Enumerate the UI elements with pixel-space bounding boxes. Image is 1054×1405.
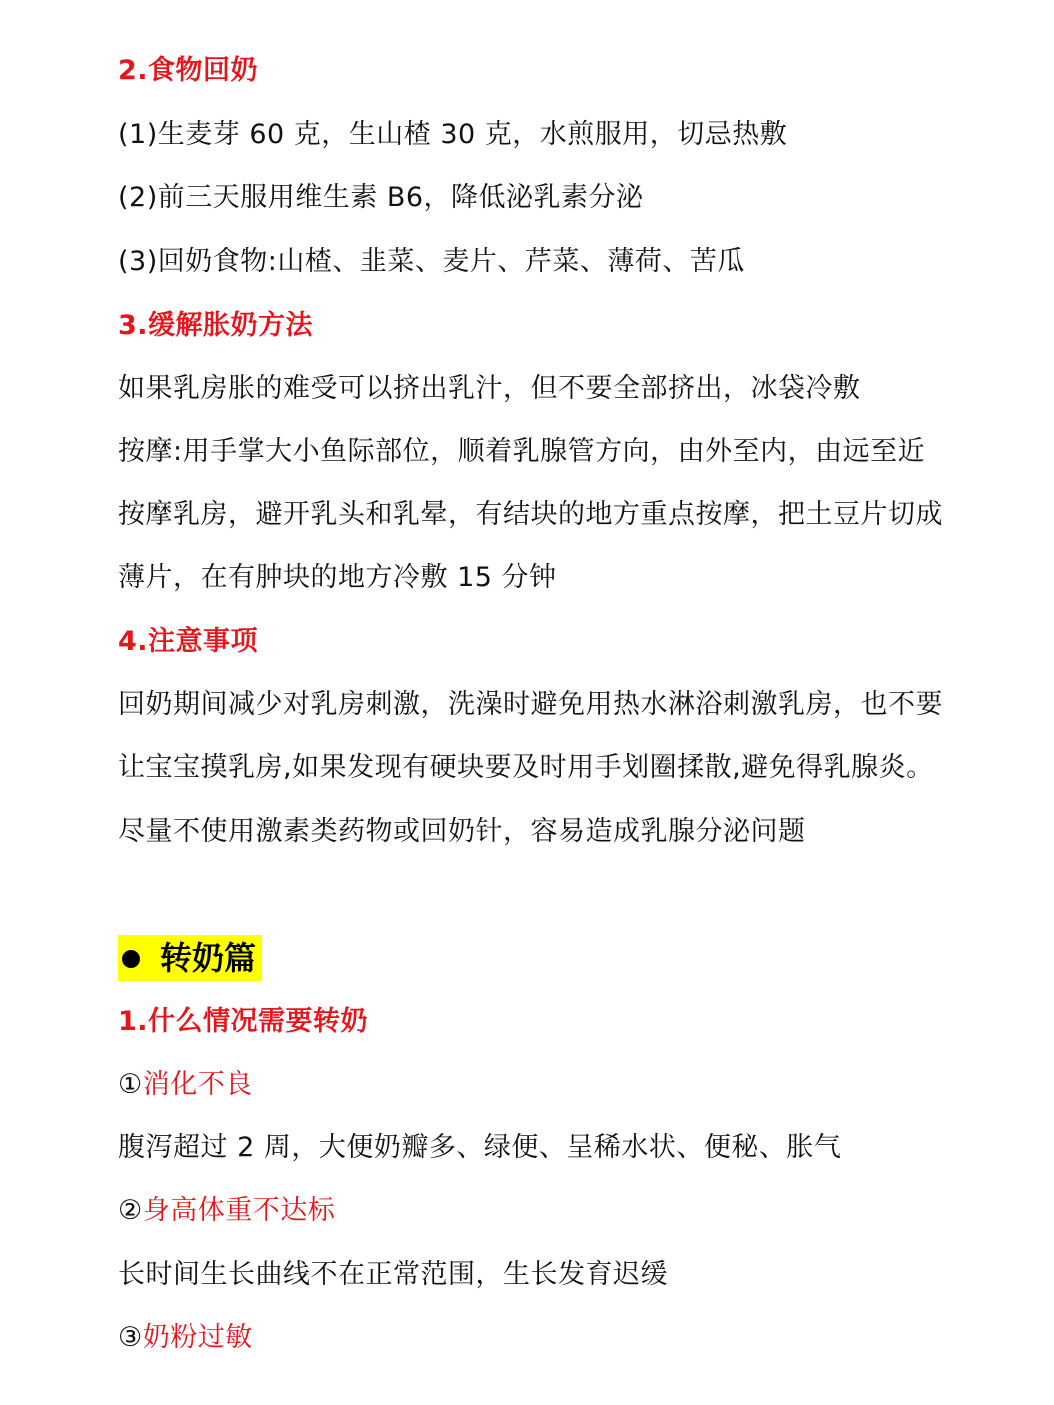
case-1-marker: ① xyxy=(118,1069,143,1100)
case-2-marker: ② xyxy=(118,1195,143,1226)
relief-line-2: 按摩:用手掌大小鱼际部位，顺着乳腺管方向，由外至内，由远至近 xyxy=(118,436,926,467)
relief-line-4: 薄片，在有肿块的地方冷敷 15 分钟 xyxy=(118,562,557,593)
section-food-heading: 2.食物回奶 xyxy=(118,55,259,86)
case-1-title xyxy=(118,1065,253,1105)
food-item-3: (3)回奶食物:山楂、韭菜、麦片、芹菜、薄荷、苦瓜 xyxy=(118,246,745,277)
case-2-title xyxy=(118,1191,335,1231)
case-1-desc: 腹泻超过 2 周，大便奶瓣多、绿便、呈稀水状、便秘、胀气 xyxy=(118,1132,842,1163)
switch-section-title xyxy=(118,935,262,981)
case-3-title xyxy=(118,1318,253,1358)
notes-line-2: 让宝宝摸乳房,如果发现有硬块要及时用手划圈揉散,避免得乳腺炎。 xyxy=(118,752,934,783)
bullet-dot-icon xyxy=(122,950,140,968)
switch-section-title-text: 转奶篇 xyxy=(160,939,257,977)
case-2-title-text: 身高体重不达标 xyxy=(142,1195,336,1226)
case-1-title-text: 消化不良 xyxy=(142,1069,253,1100)
case-3-title-text: 奶粉过敏 xyxy=(142,1322,253,1353)
notes-line-1: 回奶期间减少对乳房刺激，洗澡时避免用热水淋浴刺激乳房，也不要 xyxy=(118,689,943,720)
relief-line-3: 按摩乳房，避开乳头和乳晕，有结块的地方重点按摩，把土豆片切成 xyxy=(118,499,943,530)
food-item-1: (1)生麦芽 60 克，生山楂 30 克，水煎服用，切忌热敷 xyxy=(118,119,788,150)
case-2-desc: 长时间生长曲线不在正常范围，生长发育迟缓 xyxy=(118,1259,668,1290)
notes-line-3: 尽量不使用激素类药物或回奶针，容易造成乳腺分泌问题 xyxy=(118,816,806,847)
food-item-2: (2)前三天服用维生素 B6，降低泌乳素分泌 xyxy=(118,182,644,213)
section-relief-heading: 3.缓解胀奶方法 xyxy=(118,310,314,341)
relief-line-1: 如果乳房胀的难受可以挤出乳汁，但不要全部挤出，冰袋冷敷 xyxy=(118,373,861,404)
section-notes-heading: 4.注意事项 xyxy=(118,626,259,657)
case-3-marker: ③ xyxy=(118,1322,143,1353)
switch-heading: 1.什么情况需要转奶 xyxy=(118,1006,369,1037)
